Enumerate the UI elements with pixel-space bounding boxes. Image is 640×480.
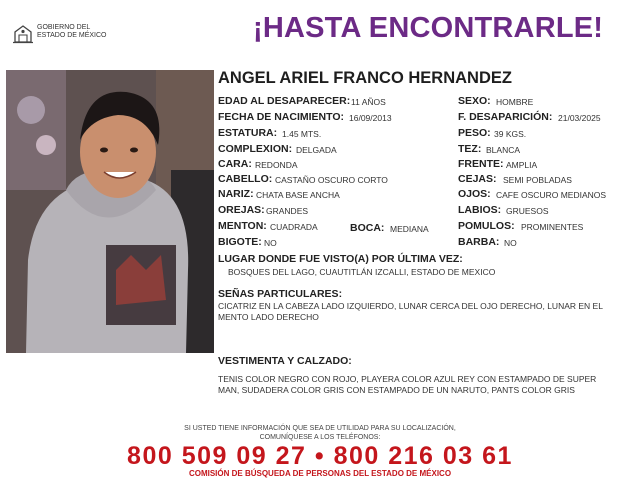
mustache-value: NO bbox=[264, 238, 277, 248]
hair-label: CABELLO: bbox=[218, 173, 273, 185]
government-line-1: GOBIERNO DEL bbox=[37, 24, 91, 31]
missing-person-photo bbox=[6, 70, 214, 353]
government-line-2: ESTADO DE MÉXICO bbox=[37, 32, 107, 39]
headline: ¡HASTA ENCONTRARLE! bbox=[253, 12, 604, 44]
cheekbones-label: POMULOS: bbox=[458, 220, 515, 232]
phone-numbers: 800 509 09 27 • 800 216 03 61 bbox=[127, 442, 513, 470]
hair-value: CASTAÑO OSCURO CORTO bbox=[275, 175, 388, 185]
height-value: 1.45 MTS. bbox=[282, 129, 322, 139]
eyes-label: OJOS: bbox=[458, 188, 491, 200]
contact-note-line-2: COMUNÍQUESE A LOS TELÉFONOS: bbox=[259, 433, 381, 441]
sex-value: HOMBRE bbox=[496, 97, 534, 107]
birthdate-label: FECHA DE NACIMIENTO: bbox=[218, 111, 344, 123]
chin-value: CUADRADA bbox=[270, 222, 318, 232]
eyes-value: CAFE OSCURO MEDIANOS bbox=[496, 190, 607, 200]
ears-label: OREJAS: bbox=[218, 204, 265, 216]
contact-note-line-1: SI USTED TIENE INFORMACIÓN QUE SEA DE UTILIDAD PARA SU LOCALIZACIÓN, bbox=[184, 425, 456, 432]
commission-name: COMISIÓN DE BÚSQUEDA DE PERSONAS DEL ESTADO DE MÉXICO bbox=[188, 469, 452, 478]
height-label: ESTATURA: bbox=[218, 127, 278, 139]
lips-label: LABIOS: bbox=[458, 204, 502, 216]
beard-value: NO bbox=[504, 238, 517, 248]
mouth-label: BOCA: bbox=[350, 222, 385, 234]
last-seen-value: BOSQUES DEL LAGO, CUAUTITLÁN IZCALLI, ESTADO DE MEXICO bbox=[228, 267, 496, 277]
forehead-value: AMPLIA bbox=[506, 160, 538, 170]
disappearance-date-value: 21/03/2025 bbox=[558, 113, 601, 123]
mouth-value: MEDIANA bbox=[390, 224, 429, 234]
weight-label: PESO: bbox=[458, 127, 491, 139]
skin-label: TEZ: bbox=[458, 143, 482, 155]
weight-value: 39 KGS. bbox=[494, 129, 527, 139]
nose-value: CHATA BASE ANCHA bbox=[256, 190, 340, 200]
face-label: CARA: bbox=[218, 158, 252, 170]
forehead-label: FRENTE: bbox=[458, 158, 504, 170]
state-emblem-icon bbox=[12, 22, 34, 44]
government-name bbox=[37, 24, 107, 40]
contact-note bbox=[0, 425, 640, 442]
eyebrows-value: SEMI POBLADAS bbox=[503, 175, 572, 185]
skin-value: BLANCA bbox=[486, 145, 521, 155]
disappearance-date-label: F. DESAPARICIÓN: bbox=[458, 111, 553, 123]
complexion-value: DELGADA bbox=[296, 145, 337, 155]
clothing-value: TENIS COLOR NEGRO CON ROJO, PLAYERA COLOR AZUL REY CON ESTAMPADO DE SUPER MAN, SUDADERA COLOR GRIS CON ESTAMPADO DE UN NARUTO, PANTS COLOR GRIS bbox=[218, 374, 597, 395]
person-name: ANGEL ARIEL FRANCO HERNANDEZ bbox=[218, 69, 512, 87]
sex-label: SEXO: bbox=[458, 95, 491, 107]
face-value: REDONDA bbox=[255, 160, 298, 170]
age-label: EDAD AL DESAPARECER: bbox=[218, 95, 351, 107]
complexion-label: COMPLEXION: bbox=[218, 143, 293, 155]
last-seen-label: LUGAR DONDE FUE VISTO(A) POR ÚLTIMA VEZ: bbox=[218, 253, 463, 265]
birthdate-value: 16/09/2013 bbox=[349, 113, 392, 123]
beard-label: BARBA: bbox=[458, 236, 500, 248]
clothing-label: VESTIMENTA Y CALZADO: bbox=[218, 355, 352, 367]
cheekbones-value: PROMINENTES bbox=[521, 222, 584, 232]
eyebrows-label: CEJAS: bbox=[458, 173, 497, 185]
marks-label: SEÑAS PARTICULARES: bbox=[218, 288, 343, 300]
nose-label: NARIZ: bbox=[218, 188, 254, 200]
lips-value: GRUESOS bbox=[506, 206, 549, 216]
ears-value: GRANDES bbox=[266, 206, 309, 216]
marks-value: CICATRIZ EN LA CABEZA LADO IZQUIERDO, LUNAR CERCA DEL OJO DERECHO, LUNAR EN EL MENTO LADO DERECHO bbox=[218, 301, 603, 322]
chin-label: MENTON: bbox=[218, 220, 267, 232]
mustache-label: BIGOTE: bbox=[218, 236, 262, 248]
age-value: 11 AÑOS bbox=[351, 97, 386, 107]
